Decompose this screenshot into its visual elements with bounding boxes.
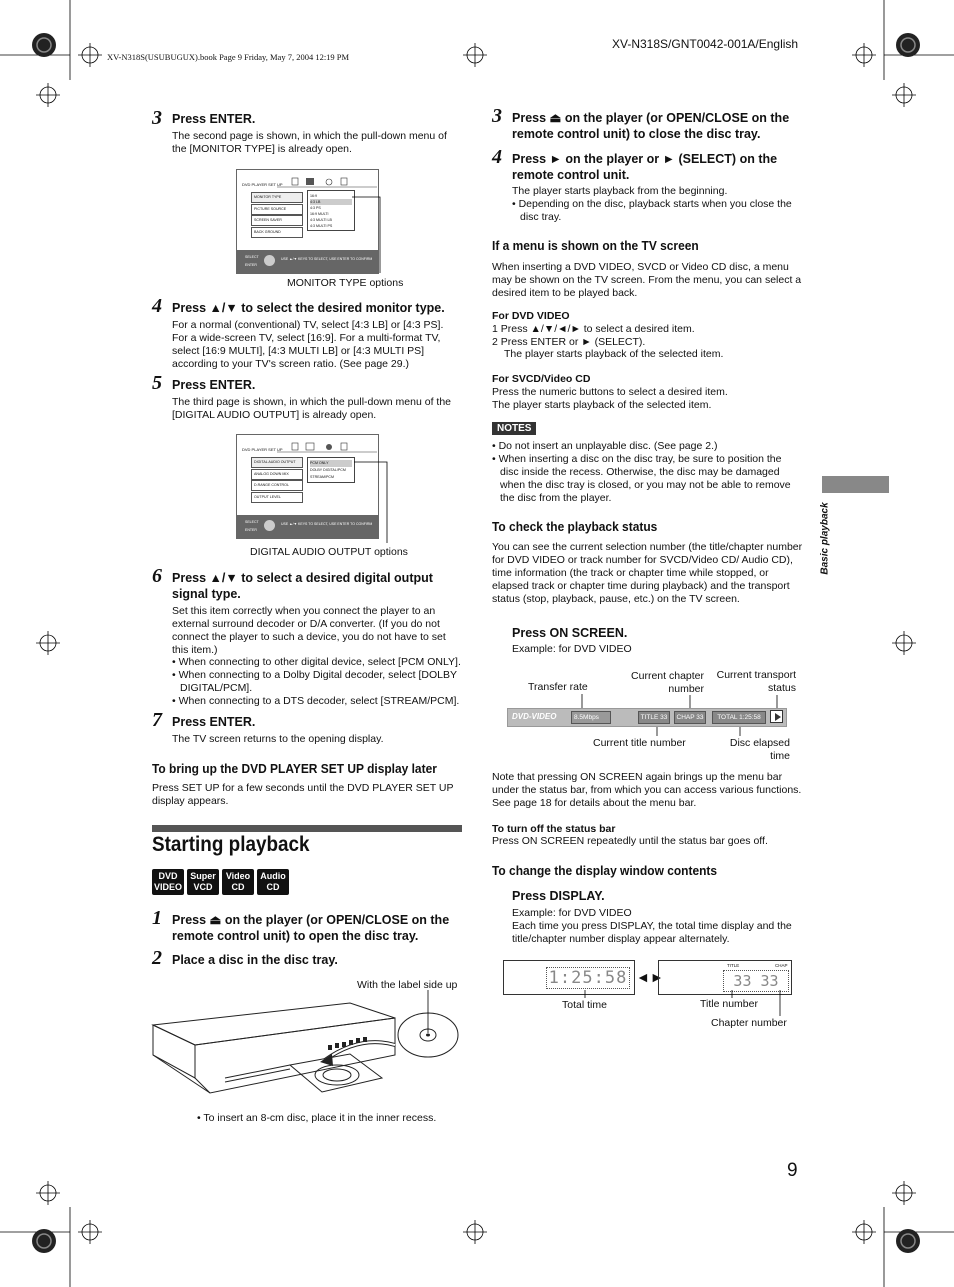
start-step-2-number: 2	[152, 947, 162, 969]
lcd-numbers: 33 33	[723, 970, 789, 992]
footer-hint: USE ▲/▼ KEYS TO SELECT, USE ENTER TO CONFIRM	[281, 522, 373, 526]
right-step-4-bullets	[512, 198, 802, 224]
monitor-type-dropdown	[307, 190, 355, 231]
side-tab-label: Basic playback	[819, 502, 831, 575]
step-4-text: For a normal (conventional) TV, select [4:3 LB] or [4:3 PS]. For a wide-screen TV, select [16:9]. For a multi-format TV, select [16:9 MULTI], [4:3 MULTI LB] or [4:3 MULTI PS] according to your TV's screen ratio. (See page 29.)	[172, 319, 444, 370]
for-svcd-label: For SVCD/Video CD	[492, 373, 591, 385]
right-step-3-title: Press ⏏ on the player (or OPEN/CLOSE on the remote control unit) to close the disc tray.	[512, 111, 790, 141]
starting-playback-heading: Starting playback	[152, 833, 310, 856]
screen-title: DVD PLAYER SET UP	[242, 182, 283, 187]
dvd-item-3: The player starts playback of the selected item.	[504, 348, 724, 360]
option: 4:3 PS	[310, 206, 321, 210]
dvd-item-2: 2 Press ENTER or ► (SELECT).	[492, 336, 646, 348]
status-bar	[507, 708, 787, 727]
turn-off-text: Press ON SCREEN repeatedly until the status bar goes off.	[492, 835, 768, 847]
dpad-icon	[264, 255, 275, 266]
step-4-title: Press ▲/▼ to select the desired monitor type.	[172, 301, 445, 315]
dvd-video-badge: DVD VIDEO	[152, 869, 184, 895]
model-line: XV-N318S/GNT0042-001A/English	[612, 37, 799, 51]
total-time-label: Total time	[562, 999, 607, 1011]
setup-later-text: Press SET UP for a few seconds until the DVD PLAYER SET UP display appears.	[152, 782, 454, 807]
start-step-1-title: Press ⏏ on the player (or OPEN/CLOSE on the remote control unit) to open the disc tray.	[172, 913, 450, 943]
page-number: 9	[787, 1160, 798, 1181]
right-step-4-text: The player starts playback from the beginning.	[512, 185, 728, 197]
dvd-player-illustration	[150, 990, 465, 1105]
status-example: Example: for DVD VIDEO	[512, 643, 632, 655]
option: 4:3 MULTI LB	[310, 218, 332, 222]
callout-line-2	[352, 460, 392, 545]
start-step-1-number: 1	[152, 907, 162, 929]
step-3-number: 3	[152, 107, 162, 129]
right-step-4-number: 4	[492, 146, 502, 168]
current-title-label: Current title number	[593, 737, 686, 749]
disc-badges	[152, 869, 292, 895]
step-5-text: The third page is shown, in which the pull-down menu of the [DIGITAL AUDIO OUTPUT] is already open.	[172, 396, 451, 421]
registration-mark-tl	[78, 43, 102, 67]
list-item: • When connecting to a DTS decoder, select [STREAM/PCM].	[172, 695, 460, 707]
title-box: TITLE 33	[638, 711, 670, 724]
play-status-icon	[770, 710, 783, 723]
current-transport-label: Current transport status	[716, 669, 796, 694]
screen-title: DVD PLAYER SET UP	[242, 447, 283, 452]
check-status-text: You can see the current selection number (the title/chapter number for DVD VIDEO or track number for SVCD/Video CD/ Audio CD), time information (the track or chapter time while stopped, or elapsed track or chapter time during playback) and the transport status (stop, playback, pause, etc.) on the TV screen.	[492, 541, 803, 605]
list-item: • Do not insert an unplayable disc. (See page 2.)	[492, 440, 718, 452]
svcd-item-2: The player starts playback of the selected item.	[492, 399, 712, 411]
footer-enter: ENTER	[245, 263, 257, 267]
status-after-text: Note that pressing ON SCREEN again brings up the menu bar under the status bar, from which you can access various functions. See page 18 for details about the menu bar.	[492, 771, 802, 809]
for-dvd-video-label: For DVD VIDEO	[492, 310, 570, 322]
turn-off-label: To turn off the status bar	[492, 823, 616, 835]
footer-select: SELECT	[245, 520, 259, 524]
option: STREAM/PCM	[310, 475, 334, 479]
step-6-title: Press ▲/▼ to select a desired digital output signal type.	[172, 571, 433, 601]
press-display: Press DISPLAY.	[512, 889, 605, 903]
menu-icons	[277, 441, 377, 453]
option: PCM ONLY	[310, 460, 352, 467]
menu-icons	[277, 176, 377, 188]
option: 16:9	[310, 194, 317, 198]
dpad-icon	[264, 520, 275, 531]
transfer-rate-label: Transfer rate	[528, 681, 588, 693]
option: DOLBY DIGITAL/PCM	[310, 468, 346, 472]
list-item: • When inserting a disc on the disc tray, be sure to position the disc inside the recess. Otherwise, the disc may be damaged when the disc tray is closed, or you may not be able to remove the disc from the player.	[492, 453, 791, 504]
monitor-type-caption: MONITOR TYPE options	[287, 277, 404, 289]
digital-audio-caption: DIGITAL AUDIO OUTPUT options	[250, 546, 408, 558]
screen-row: DIGITAL AUDIO OUTPUT	[251, 457, 303, 468]
svcd-item-1: Press the numeric buttons to select a desired item.	[492, 386, 728, 398]
option: 4:3 LB	[310, 199, 352, 205]
chapter-number-label: Chapter number	[711, 1017, 787, 1029]
menu-shown-text: When inserting a DVD VIDEO, SVCD or Video CD disc, a menu may be shown on the TV screen. From the menu, you can select a desired item to be played back.	[492, 261, 802, 299]
step-6-text: Set this item correctly when you connect the player to an external surround decoder or D/A converter. (If you do not connect the player to such a device, you do not have to set this item.)	[172, 605, 446, 656]
list-item: • When connecting to other digital device, select [PCM ONLY].	[172, 656, 461, 668]
list-item: • When connecting to a Dolby Digital decoder, select [DOLBY DIGITAL/PCM].	[172, 669, 457, 694]
press-on-screen: Press ON SCREEN.	[512, 626, 628, 640]
small-disc-note: • To insert an 8-cm disc, place it in the inner recess.	[197, 1112, 437, 1124]
side-tab-bar	[822, 476, 889, 493]
step-3-text: The second page is shown, in which the pull-down menu of the [MONITOR TYPE] is already open.	[172, 130, 447, 155]
footer-select: SELECT	[245, 255, 259, 259]
callout-line-1	[350, 195, 390, 275]
right-step-4-title: Press ► on the player or ► (SELECT) on the remote control unit.	[512, 152, 778, 182]
option: 16:9 MULTI	[310, 212, 329, 216]
title-number-label: Title number	[700, 998, 758, 1010]
notes-list	[492, 440, 802, 505]
step-7-title: Press ENTER.	[172, 715, 256, 729]
step-4-number: 4	[152, 295, 162, 317]
disc-elapsed-label: Disc elapsed time	[729, 737, 790, 762]
screen-row: OUTPUT LEVEL	[251, 492, 303, 503]
current-chapter-label: Current chapter number	[631, 670, 704, 695]
screen-row: PICTURE SOURCE	[251, 204, 303, 215]
step-7-number: 7	[152, 709, 162, 731]
notes-label: NOTES	[492, 422, 536, 435]
option: 4:3 MULTI PS	[310, 224, 333, 228]
audio-cd-badge: Audio CD	[257, 869, 289, 895]
screen-row: SCREEN SAVER	[251, 215, 303, 226]
total-time-box: TOTAL 1:25:58	[712, 711, 766, 724]
check-status-heading: To check the playback status	[492, 519, 658, 534]
setup-later-heading: To bring up the DVD PLAYER SET UP display later	[152, 761, 437, 776]
lcd-time: 1:25:58	[546, 967, 630, 989]
step-5-number: 5	[152, 372, 162, 394]
step-5-title: Press ENTER.	[172, 378, 256, 392]
lcd-title-label: TITLE	[727, 963, 740, 968]
chapter-box: CHAP 33	[674, 711, 706, 724]
file-info: XV-N318S(USUBUGUX).book Page 9 Friday, May 7, 2004 12:19 PM	[107, 52, 350, 62]
step-6-bullets	[172, 656, 464, 708]
video-cd-badge: Video CD	[222, 869, 254, 895]
section-rule	[152, 825, 462, 832]
start-step-2-title: Place a disc in the disc tray.	[172, 953, 338, 967]
right-step-3-number: 3	[492, 105, 502, 127]
digital-audio-dropdown	[307, 457, 355, 483]
transfer-rate-box: 8.5Mbps	[571, 711, 611, 724]
label-side-caption: With the label side up	[357, 979, 458, 991]
screen-row: D.RANGE CONTROL	[251, 480, 303, 491]
display-text: Each time you press DISPLAY, the total time display and the title/chapter number display appear alternately.	[512, 920, 792, 945]
screen-row: ANALOG DOWN MIX	[251, 469, 303, 480]
step-6-number: 6	[152, 565, 162, 587]
dvd-video-logo: DVD-VIDEO	[512, 712, 557, 721]
screen-row: BACK GROUND	[251, 227, 303, 238]
dvd-item-1: 1 Press ▲/▼/◄/► to select a desired item.	[492, 323, 695, 335]
alternate-arrows-icon: ◄►	[636, 969, 664, 985]
display-example: Example: for DVD VIDEO	[512, 907, 632, 919]
footer-enter: ENTER	[245, 528, 257, 532]
menu-shown-heading: If a menu is shown on the TV screen	[492, 238, 699, 253]
screen-row: MONITOR TYPE	[251, 192, 303, 203]
list-item: • Depending on the disc, playback starts when you close the disc tray.	[512, 198, 792, 223]
lcd-chap-label: CHAP	[775, 963, 788, 968]
step-3-title: Press ENTER.	[172, 112, 256, 126]
footer-hint: USE ▲/▼ KEYS TO SELECT, USE ENTER TO CONFIRM	[281, 257, 373, 261]
display-window-heading: To change the display window contents	[492, 863, 718, 878]
step-7-text: The TV screen returns to the opening display.	[172, 733, 384, 745]
super-vcd-badge: Super VCD	[187, 869, 219, 895]
